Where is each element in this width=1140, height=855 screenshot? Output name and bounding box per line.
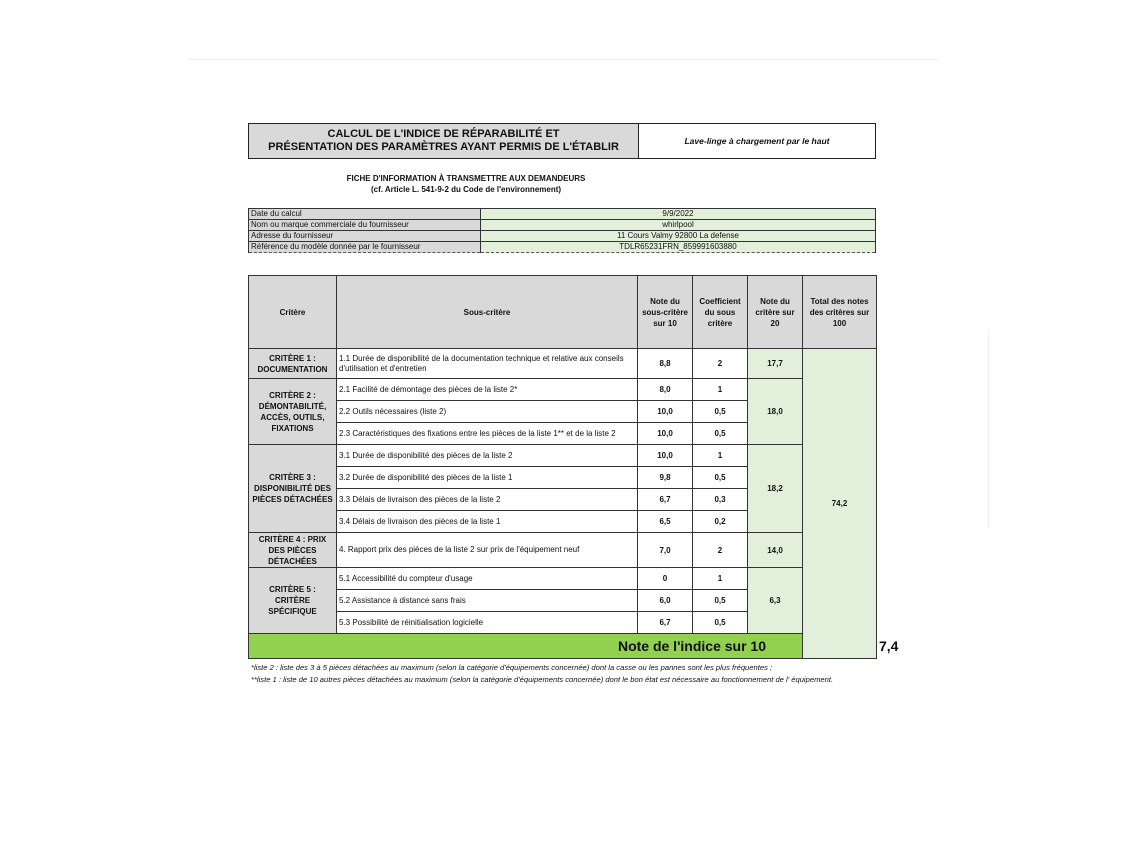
- info-value: TDLR65231FRN_859991603880: [481, 242, 876, 253]
- sub-criterion: 3.3 Délais de livraison des pièces de la liste 2: [337, 489, 638, 511]
- sub-criterion: 5.2 Assistance à distance sans frais: [337, 590, 638, 612]
- footnotes: [251, 662, 876, 686]
- info-label: Date du calcul: [249, 209, 481, 220]
- sub-note: 8,8: [638, 349, 693, 379]
- sub-criterion: 4. Rapport prix des pièces de la liste 2 sur prix de l'équipement neuf: [337, 533, 638, 568]
- info-value: 11 Cours Valmy 92800 La defense: [481, 231, 876, 242]
- sub-coef: 1: [693, 568, 748, 590]
- sub-coef: 0,5: [693, 612, 748, 634]
- col-critere: Critère: [249, 276, 337, 349]
- table-row: [249, 379, 877, 401]
- sub-coef: 1: [693, 445, 748, 467]
- title-box: [248, 123, 876, 159]
- sub-note: 9,8: [638, 467, 693, 489]
- footnote-liste-2: *liste 2 : liste des 3 à 5 pièces détachées au maximum (selon la catégorie d'équipements concernée) dont la casse ou les pannes sont les plus fréquentes ;: [251, 663, 773, 672]
- criterion-score: 18,2: [748, 445, 803, 533]
- sub-coef: 2: [693, 533, 748, 568]
- sub-coef: 0,3: [693, 489, 748, 511]
- title-line-1: CALCUL DE L'INDICE DE RÉPARABILITÉ ET: [327, 128, 560, 140]
- final-row: Note de l'indice sur 10 7,4: [249, 634, 877, 659]
- right-divider: [988, 330, 989, 528]
- info-row: [249, 220, 876, 231]
- criterion-score: 17,7: [748, 349, 803, 379]
- sub-note: 7,0: [638, 533, 693, 568]
- product-type: Lave-linge à chargement par le haut: [684, 136, 830, 146]
- info-row: [249, 209, 876, 220]
- footnote-liste-1: **liste 1 : liste de 10 autres pièces détachées au maximum (selon la catégorie d'équipements concernée) dont le bon état est nécessaire au fonctionnement de l' équipement.: [251, 675, 834, 684]
- header-row: [249, 276, 877, 349]
- fiche-line-1: FICHE D'INFORMATION À TRANSMETTRE AUX DEMANDEURS: [346, 174, 586, 183]
- table-row: [249, 349, 877, 379]
- info-label: Adresse du fournisseur: [249, 231, 481, 242]
- sub-note: 10,0: [638, 401, 693, 423]
- col-note-sous: Note du sous-critère sur 10: [638, 276, 693, 349]
- sub-note: 6,7: [638, 612, 693, 634]
- criterion-score: 14,0: [748, 533, 803, 568]
- sub-note: 10,0: [638, 445, 693, 467]
- table-row: [249, 533, 877, 568]
- sub-coef: 0,5: [693, 401, 748, 423]
- sub-note: 6,0: [638, 590, 693, 612]
- col-coef: Coefficient du sous critère: [693, 276, 748, 349]
- sub-criterion: 1.1 Durée de disponibilité de la documentation technique et relative aux conseils d'utilisation et d'entretien: [337, 349, 638, 379]
- criterion-score: 18,0: [748, 379, 803, 445]
- score-table: [248, 275, 899, 659]
- fiche-line-2: (cf. Article L. 541-9-2 du Code de l'environnement): [370, 185, 562, 194]
- table-row: [249, 445, 877, 467]
- sub-note: 8,0: [638, 379, 693, 401]
- sub-criterion: 3.1 Durée de disponibilité des pièces de la liste 2: [337, 445, 638, 467]
- sub-criterion: 5.3 Possibilité de réinitialisation logicielle: [337, 612, 638, 634]
- criterion-name: CRITÈRE 4 : PRIX DES PIÈCES DÉTACHÉES: [249, 533, 337, 568]
- sub-criterion: 5.1 Accessibilité du compteur d'usage: [337, 568, 638, 590]
- criterion-name: CRITÈRE 5 : CRITÈRE SPÉCIFIQUE: [249, 568, 337, 634]
- total-score: 74,2: [803, 349, 877, 659]
- sub-coef: 1: [693, 379, 748, 401]
- col-sous-critere: Sous-critère: [337, 276, 638, 349]
- info-row: [249, 242, 876, 253]
- col-note-critere: Note du critère sur 20: [748, 276, 803, 349]
- sub-criterion: 2.3 Caractéristiques des fixations entre les pièces de la liste 1** et de la liste 2: [337, 423, 638, 445]
- info-row: [249, 231, 876, 242]
- sub-coef: 0,5: [693, 423, 748, 445]
- document-title: [249, 124, 639, 158]
- table-row: [249, 568, 877, 590]
- sub-criterion: 2.2 Outils nécessaires (liste 2): [337, 401, 638, 423]
- sub-note: 6,5: [638, 511, 693, 533]
- col-total: Total des notes des critères sur 100: [803, 276, 877, 349]
- fiche-heading: [248, 173, 684, 195]
- info-value: whirlpool: [481, 220, 876, 231]
- sub-criterion: 3.4 Délais de livraison des pièces de la liste 1: [337, 511, 638, 533]
- sub-coef: 0,5: [693, 590, 748, 612]
- info-value: 9/9/2022: [481, 209, 876, 220]
- sub-coef: 2: [693, 349, 748, 379]
- info-label: Nom ou marque commerciale du fournisseur: [249, 220, 481, 231]
- final-label: Note de l'indice sur 10: [249, 634, 803, 659]
- sub-note: 0: [638, 568, 693, 590]
- sub-coef: 0,5: [693, 467, 748, 489]
- criterion-name: CRITÈRE 2 : DÉMONTABILITÉ, ACCÈS, OUTILS, FIXATIONS: [249, 379, 337, 445]
- sub-criterion: 3.2 Durée de disponibilité des pièces de la liste 1: [337, 467, 638, 489]
- supplier-info-table: [248, 208, 876, 253]
- info-label: Référence du modèle donnée par le fournisseur: [249, 242, 481, 253]
- sub-criterion: 2.1 Facilité de démontage des pièces de la liste 2*: [337, 379, 638, 401]
- sub-note: 6,7: [638, 489, 693, 511]
- criterion-score: 6,3: [748, 568, 803, 634]
- criterion-name: CRITÈRE 3 : DISPONIBILITÉ DES PIÈCES DÉTACHÉES: [249, 445, 337, 533]
- criterion-name: CRITÈRE 1 : DOCUMENTATION: [249, 349, 337, 379]
- sub-coef: 0,2: [693, 511, 748, 533]
- title-line-2: PRÉSENTATION DES PARAMÈTRES AYANT PERMIS DE L'ÉTABLIR: [268, 141, 619, 153]
- top-divider: [188, 59, 938, 60]
- sub-note: 10,0: [638, 423, 693, 445]
